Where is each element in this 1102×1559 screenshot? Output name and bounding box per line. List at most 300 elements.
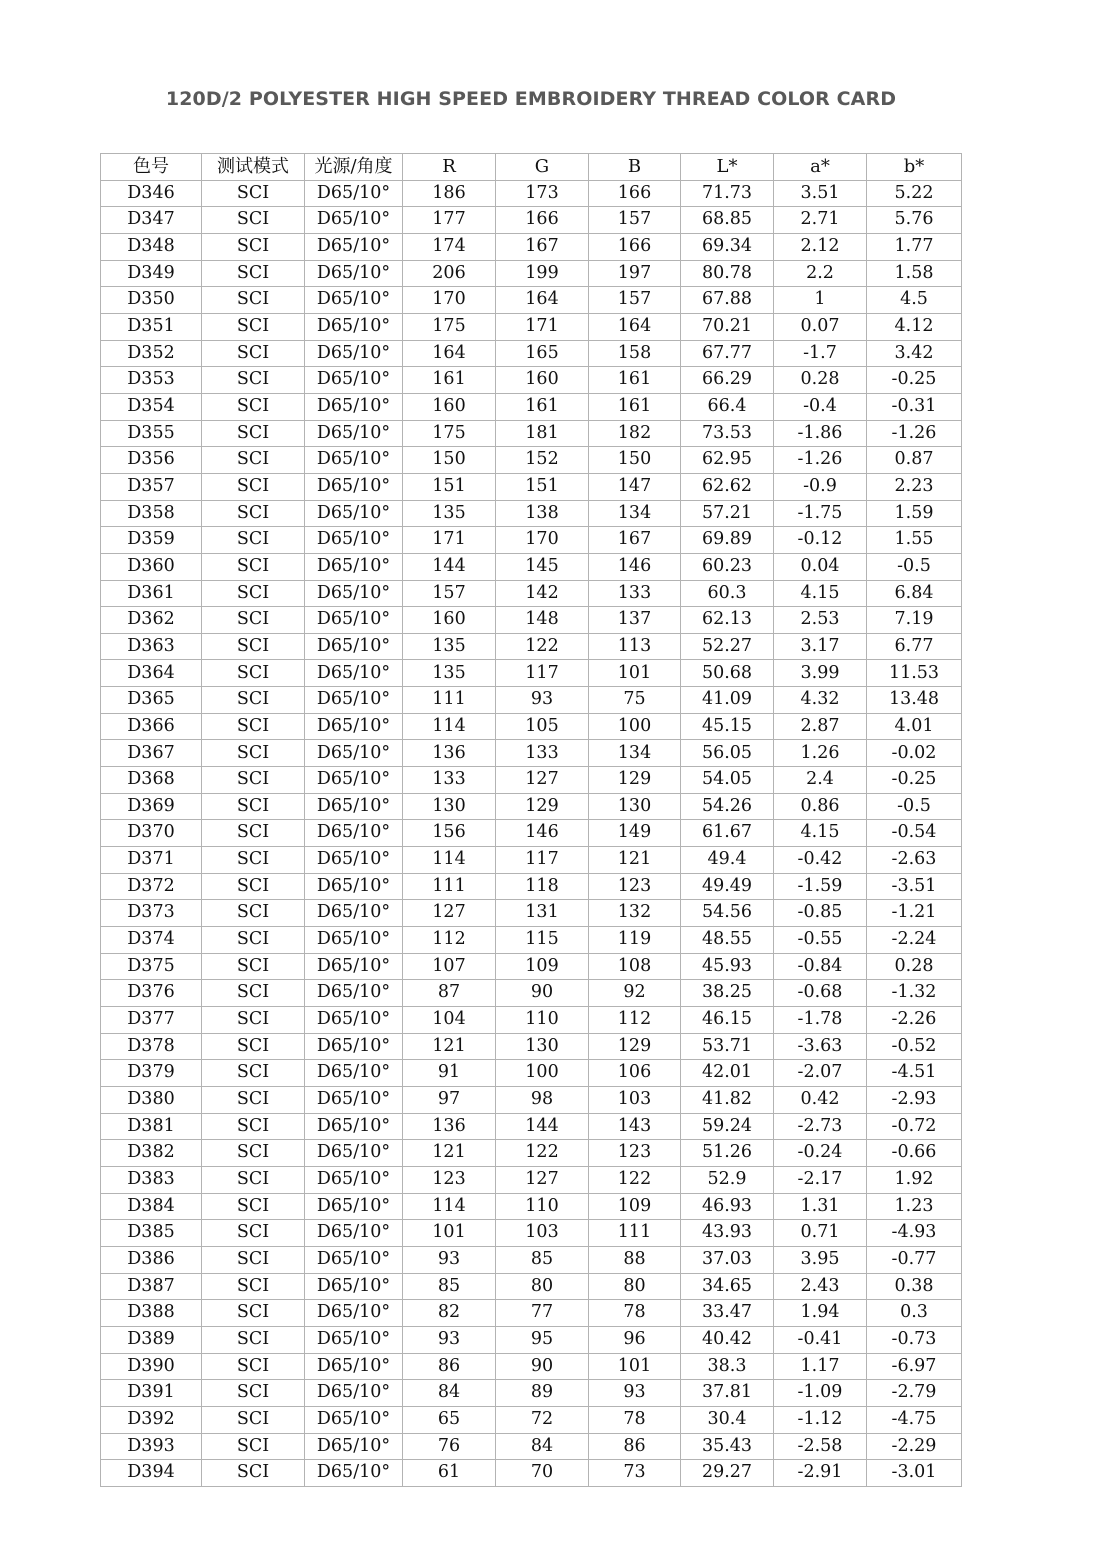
g-cell: 142 (496, 580, 589, 607)
a-star-cell: -2.07 (774, 1060, 867, 1087)
table-row (101, 927, 962, 954)
g-cell: 93 (496, 687, 589, 714)
b-cell: 75 (589, 687, 681, 714)
r-cell: 164 (403, 340, 496, 367)
r-cell: 175 (403, 420, 496, 447)
b-cell: 93 (589, 1380, 681, 1407)
table-row (101, 607, 962, 634)
illuminant-cell: D65/10° (305, 447, 403, 474)
b-cell: 92 (589, 980, 681, 1007)
b-cell: 132 (589, 900, 681, 927)
b-cell: 121 (589, 847, 681, 874)
b-cell: 150 (589, 447, 681, 474)
b-cell: 86 (589, 1433, 681, 1460)
a-star-cell: 1.31 (774, 1193, 867, 1220)
b-cell: 166 (589, 180, 681, 207)
test-mode-cell: SCI (202, 740, 305, 767)
column-header-b-star: b* (867, 154, 962, 181)
r-cell: 150 (403, 447, 496, 474)
b-star-cell: -1.26 (867, 420, 962, 447)
test-mode-cell: SCI (202, 1273, 305, 1300)
color-code-cell: D364 (101, 660, 202, 687)
column-header-illuminant: 光源/角度 (305, 154, 403, 181)
r-cell: 135 (403, 633, 496, 660)
r-cell: 135 (403, 660, 496, 687)
table-row (101, 1380, 962, 1407)
table-row (101, 660, 962, 687)
a-star-cell: 4.15 (774, 820, 867, 847)
b-cell: 157 (589, 207, 681, 234)
l-star-cell: 52.27 (681, 633, 774, 660)
table-header (101, 154, 962, 181)
a-star-cell: -1.09 (774, 1380, 867, 1407)
b-cell: 112 (589, 1007, 681, 1034)
color-code-cell: D362 (101, 607, 202, 634)
color-code-cell: D361 (101, 580, 202, 607)
test-mode-cell: SCI (202, 633, 305, 660)
table-row (101, 633, 962, 660)
test-mode-cell: SCI (202, 1380, 305, 1407)
b-cell: 167 (589, 527, 681, 554)
b-star-cell: 13.48 (867, 687, 962, 714)
l-star-cell: 80.78 (681, 260, 774, 287)
b-cell: 143 (589, 1113, 681, 1140)
color-code-cell: D379 (101, 1060, 202, 1087)
illuminant-cell: D65/10° (305, 287, 403, 314)
illuminant-cell: D65/10° (305, 500, 403, 527)
b-star-cell: -2.63 (867, 847, 962, 874)
a-star-cell: 1.17 (774, 1353, 867, 1380)
r-cell: 104 (403, 1007, 496, 1034)
test-mode-cell: SCI (202, 1220, 305, 1247)
b-star-cell: -0.54 (867, 820, 962, 847)
b-cell: 157 (589, 287, 681, 314)
g-cell: 199 (496, 260, 589, 287)
g-cell: 127 (496, 767, 589, 794)
test-mode-cell: SCI (202, 900, 305, 927)
test-mode-cell: SCI (202, 1460, 305, 1487)
table-row (101, 1140, 962, 1167)
g-cell: 167 (496, 233, 589, 260)
b-cell: 103 (589, 1086, 681, 1113)
test-mode-cell: SCI (202, 287, 305, 314)
illuminant-cell: D65/10° (305, 1433, 403, 1460)
illuminant-cell: D65/10° (305, 820, 403, 847)
l-star-cell: 51.26 (681, 1140, 774, 1167)
b-star-cell: -4.51 (867, 1060, 962, 1087)
illuminant-cell: D65/10° (305, 393, 403, 420)
b-cell: 101 (589, 660, 681, 687)
g-cell: 166 (496, 207, 589, 234)
r-cell: 135 (403, 500, 496, 527)
test-mode-cell: SCI (202, 1033, 305, 1060)
a-star-cell: -1.86 (774, 420, 867, 447)
g-cell: 122 (496, 633, 589, 660)
b-cell: 129 (589, 1033, 681, 1060)
b-star-cell: -0.52 (867, 1033, 962, 1060)
l-star-cell: 37.81 (681, 1380, 774, 1407)
color-code-cell: D356 (101, 447, 202, 474)
b-star-cell: -0.5 (867, 793, 962, 820)
r-cell: 144 (403, 553, 496, 580)
b-star-cell: -4.93 (867, 1220, 962, 1247)
g-cell: 148 (496, 607, 589, 634)
r-cell: 177 (403, 207, 496, 234)
column-header-test-mode: 测试模式 (202, 154, 305, 181)
g-cell: 84 (496, 1433, 589, 1460)
r-cell: 87 (403, 980, 496, 1007)
g-cell: 117 (496, 847, 589, 874)
table-row (101, 1353, 962, 1380)
color-code-cell: D358 (101, 500, 202, 527)
illuminant-cell: D65/10° (305, 340, 403, 367)
test-mode-cell: SCI (202, 1140, 305, 1167)
table-row (101, 793, 962, 820)
r-cell: 107 (403, 953, 496, 980)
document-title: 120D/2 POLYESTER HIGH SPEED EMBROIDERY THREAD COLOR CARD (165, 88, 897, 110)
illuminant-cell: D65/10° (305, 793, 403, 820)
a-star-cell: -0.85 (774, 900, 867, 927)
table-row (101, 260, 962, 287)
a-star-cell: -0.12 (774, 527, 867, 554)
g-cell: 90 (496, 980, 589, 1007)
test-mode-cell: SCI (202, 180, 305, 207)
r-cell: 156 (403, 820, 496, 847)
table-row (101, 1007, 962, 1034)
color-code-cell: D378 (101, 1033, 202, 1060)
a-star-cell: 0.42 (774, 1086, 867, 1113)
a-star-cell: -0.24 (774, 1140, 867, 1167)
b-star-cell: -0.73 (867, 1326, 962, 1353)
illuminant-cell: D65/10° (305, 580, 403, 607)
illuminant-cell: D65/10° (305, 313, 403, 340)
illuminant-cell: D65/10° (305, 633, 403, 660)
color-code-cell: D370 (101, 820, 202, 847)
b-cell: 122 (589, 1166, 681, 1193)
r-cell: 114 (403, 1193, 496, 1220)
test-mode-cell: SCI (202, 607, 305, 634)
g-cell: 173 (496, 180, 589, 207)
a-star-cell: -0.9 (774, 473, 867, 500)
b-star-cell: 5.22 (867, 180, 962, 207)
g-cell: 133 (496, 740, 589, 767)
b-star-cell: 1.23 (867, 1193, 962, 1220)
r-cell: 133 (403, 767, 496, 794)
l-star-cell: 67.77 (681, 340, 774, 367)
b-cell: 166 (589, 233, 681, 260)
table-row (101, 180, 962, 207)
table-row (101, 1460, 962, 1487)
b-cell: 113 (589, 633, 681, 660)
g-cell: 72 (496, 1406, 589, 1433)
a-star-cell: -2.73 (774, 1113, 867, 1140)
b-star-cell: 7.19 (867, 607, 962, 634)
a-star-cell: 3.99 (774, 660, 867, 687)
color-code-cell: D360 (101, 553, 202, 580)
color-code-cell: D385 (101, 1220, 202, 1247)
b-star-cell: -4.75 (867, 1406, 962, 1433)
r-cell: 160 (403, 393, 496, 420)
a-star-cell: -1.26 (774, 447, 867, 474)
l-star-cell: 38.3 (681, 1353, 774, 1380)
color-code-cell: D368 (101, 767, 202, 794)
table-row (101, 580, 962, 607)
color-code-cell: D391 (101, 1380, 202, 1407)
g-cell: 181 (496, 420, 589, 447)
test-mode-cell: SCI (202, 1193, 305, 1220)
l-star-cell: 45.15 (681, 713, 774, 740)
test-mode-cell: SCI (202, 500, 305, 527)
b-star-cell: 5.76 (867, 207, 962, 234)
l-star-cell: 66.29 (681, 367, 774, 394)
table-row (101, 287, 962, 314)
color-code-cell: D377 (101, 1007, 202, 1034)
r-cell: 84 (403, 1380, 496, 1407)
r-cell: 97 (403, 1086, 496, 1113)
test-mode-cell: SCI (202, 367, 305, 394)
r-cell: 93 (403, 1326, 496, 1353)
illuminant-cell: D65/10° (305, 260, 403, 287)
test-mode-cell: SCI (202, 847, 305, 874)
l-star-cell: 69.89 (681, 527, 774, 554)
illuminant-cell: D65/10° (305, 1273, 403, 1300)
b-star-cell: -1.32 (867, 980, 962, 1007)
b-star-cell: -2.93 (867, 1086, 962, 1113)
b-star-cell: 4.12 (867, 313, 962, 340)
a-star-cell: 2.12 (774, 233, 867, 260)
g-cell: 130 (496, 1033, 589, 1060)
illuminant-cell: D65/10° (305, 1086, 403, 1113)
illuminant-cell: D65/10° (305, 527, 403, 554)
l-star-cell: 46.15 (681, 1007, 774, 1034)
l-star-cell: 43.93 (681, 1220, 774, 1247)
b-star-cell: 1.77 (867, 233, 962, 260)
g-cell: 165 (496, 340, 589, 367)
table-row (101, 1193, 962, 1220)
table-row (101, 1086, 962, 1113)
b-star-cell: 1.92 (867, 1166, 962, 1193)
r-cell: 61 (403, 1460, 496, 1487)
a-star-cell: -0.55 (774, 927, 867, 954)
table-row (101, 420, 962, 447)
a-star-cell: -1.12 (774, 1406, 867, 1433)
test-mode-cell: SCI (202, 447, 305, 474)
test-mode-cell: SCI (202, 1246, 305, 1273)
color-code-cell: D375 (101, 953, 202, 980)
color-code-cell: D383 (101, 1166, 202, 1193)
illuminant-cell: D65/10° (305, 740, 403, 767)
r-cell: 91 (403, 1060, 496, 1087)
a-star-cell: 0.04 (774, 553, 867, 580)
l-star-cell: 56.05 (681, 740, 774, 767)
l-star-cell: 73.53 (681, 420, 774, 447)
r-cell: 130 (403, 793, 496, 820)
g-cell: 131 (496, 900, 589, 927)
g-cell: 105 (496, 713, 589, 740)
table-row (101, 900, 962, 927)
b-star-cell: -0.5 (867, 553, 962, 580)
g-cell: 160 (496, 367, 589, 394)
table-row (101, 1246, 962, 1273)
r-cell: 160 (403, 607, 496, 634)
table-row (101, 447, 962, 474)
a-star-cell: 2.87 (774, 713, 867, 740)
table-row (101, 1113, 962, 1140)
table-row (101, 1166, 962, 1193)
table-row (101, 713, 962, 740)
b-star-cell: -0.31 (867, 393, 962, 420)
color-code-cell: D381 (101, 1113, 202, 1140)
a-star-cell: 1 (774, 287, 867, 314)
table-row (101, 473, 962, 500)
l-star-cell: 35.43 (681, 1433, 774, 1460)
l-star-cell: 62.13 (681, 607, 774, 634)
g-cell: 89 (496, 1380, 589, 1407)
l-star-cell: 54.05 (681, 767, 774, 794)
color-code-cell: D363 (101, 633, 202, 660)
test-mode-cell: SCI (202, 873, 305, 900)
test-mode-cell: SCI (202, 527, 305, 554)
column-header-r: R (403, 154, 496, 181)
g-cell: 90 (496, 1353, 589, 1380)
illuminant-cell: D65/10° (305, 1460, 403, 1487)
b-cell: 161 (589, 393, 681, 420)
l-star-cell: 68.85 (681, 207, 774, 234)
a-star-cell: -0.42 (774, 847, 867, 874)
a-star-cell: 0.71 (774, 1220, 867, 1247)
table-row (101, 1220, 962, 1247)
a-star-cell: 2.2 (774, 260, 867, 287)
g-cell: 77 (496, 1300, 589, 1327)
a-star-cell: 2.71 (774, 207, 867, 234)
g-cell: 145 (496, 553, 589, 580)
r-cell: 123 (403, 1166, 496, 1193)
color-code-cell: D389 (101, 1326, 202, 1353)
b-cell: 146 (589, 553, 681, 580)
b-cell: 149 (589, 820, 681, 847)
l-star-cell: 62.62 (681, 473, 774, 500)
g-cell: 151 (496, 473, 589, 500)
l-star-cell: 54.26 (681, 793, 774, 820)
l-star-cell: 69.34 (681, 233, 774, 260)
l-star-cell: 53.71 (681, 1033, 774, 1060)
table-row (101, 313, 962, 340)
g-cell: 109 (496, 953, 589, 980)
illuminant-cell: D65/10° (305, 233, 403, 260)
b-cell: 197 (589, 260, 681, 287)
b-cell: 96 (589, 1326, 681, 1353)
color-code-cell: D365 (101, 687, 202, 714)
table-row (101, 1326, 962, 1353)
b-cell: 78 (589, 1406, 681, 1433)
l-star-cell: 40.42 (681, 1326, 774, 1353)
b-cell: 134 (589, 500, 681, 527)
a-star-cell: 0.07 (774, 313, 867, 340)
color-code-cell: D359 (101, 527, 202, 554)
b-cell: 80 (589, 1273, 681, 1300)
g-cell: 122 (496, 1140, 589, 1167)
r-cell: 93 (403, 1246, 496, 1273)
l-star-cell: 42.01 (681, 1060, 774, 1087)
color-code-cell: D386 (101, 1246, 202, 1273)
table-row (101, 1300, 962, 1327)
table-row (101, 1406, 962, 1433)
g-cell: 164 (496, 287, 589, 314)
color-code-cell: D353 (101, 367, 202, 394)
b-star-cell: 11.53 (867, 660, 962, 687)
table-row (101, 1060, 962, 1087)
l-star-cell: 52.9 (681, 1166, 774, 1193)
r-cell: 174 (403, 233, 496, 260)
g-cell: 127 (496, 1166, 589, 1193)
l-star-cell: 59.24 (681, 1113, 774, 1140)
illuminant-cell: D65/10° (305, 873, 403, 900)
r-cell: 114 (403, 713, 496, 740)
b-star-cell: -0.25 (867, 767, 962, 794)
a-star-cell: 3.17 (774, 633, 867, 660)
color-code-cell: D371 (101, 847, 202, 874)
test-mode-cell: SCI (202, 1086, 305, 1113)
r-cell: 86 (403, 1353, 496, 1380)
a-star-cell: 2.43 (774, 1273, 867, 1300)
column-header-g: G (496, 154, 589, 181)
r-cell: 206 (403, 260, 496, 287)
illuminant-cell: D65/10° (305, 767, 403, 794)
b-star-cell: 4.01 (867, 713, 962, 740)
table-row (101, 767, 962, 794)
l-star-cell: 41.82 (681, 1086, 774, 1113)
b-star-cell: -2.26 (867, 1007, 962, 1034)
l-star-cell: 71.73 (681, 180, 774, 207)
table-row (101, 233, 962, 260)
illuminant-cell: D65/10° (305, 1326, 403, 1353)
test-mode-cell: SCI (202, 660, 305, 687)
illuminant-cell: D65/10° (305, 713, 403, 740)
color-code-cell: D384 (101, 1193, 202, 1220)
b-star-cell: -2.79 (867, 1380, 962, 1407)
g-cell: 70 (496, 1460, 589, 1487)
table-body (101, 180, 962, 1486)
b-star-cell: -1.21 (867, 900, 962, 927)
test-mode-cell: SCI (202, 1007, 305, 1034)
a-star-cell: -0.41 (774, 1326, 867, 1353)
g-cell: 100 (496, 1060, 589, 1087)
r-cell: 82 (403, 1300, 496, 1327)
l-star-cell: 70.21 (681, 313, 774, 340)
illuminant-cell: D65/10° (305, 1246, 403, 1273)
l-star-cell: 33.47 (681, 1300, 774, 1327)
color-code-cell: D349 (101, 260, 202, 287)
illuminant-cell: D65/10° (305, 1166, 403, 1193)
table-row (101, 393, 962, 420)
color-code-cell: D367 (101, 740, 202, 767)
l-star-cell: 46.93 (681, 1193, 774, 1220)
illuminant-cell: D65/10° (305, 1353, 403, 1380)
test-mode-cell: SCI (202, 1406, 305, 1433)
b-cell: 137 (589, 607, 681, 634)
color-code-cell: D372 (101, 873, 202, 900)
test-mode-cell: SCI (202, 260, 305, 287)
b-star-cell: -0.25 (867, 367, 962, 394)
r-cell: 76 (403, 1433, 496, 1460)
column-header-a-star: a* (774, 154, 867, 181)
b-star-cell: 6.77 (867, 633, 962, 660)
r-cell: 85 (403, 1273, 496, 1300)
illuminant-cell: D65/10° (305, 420, 403, 447)
color-code-cell: D392 (101, 1406, 202, 1433)
b-star-cell: 1.58 (867, 260, 962, 287)
b-star-cell: 3.42 (867, 340, 962, 367)
